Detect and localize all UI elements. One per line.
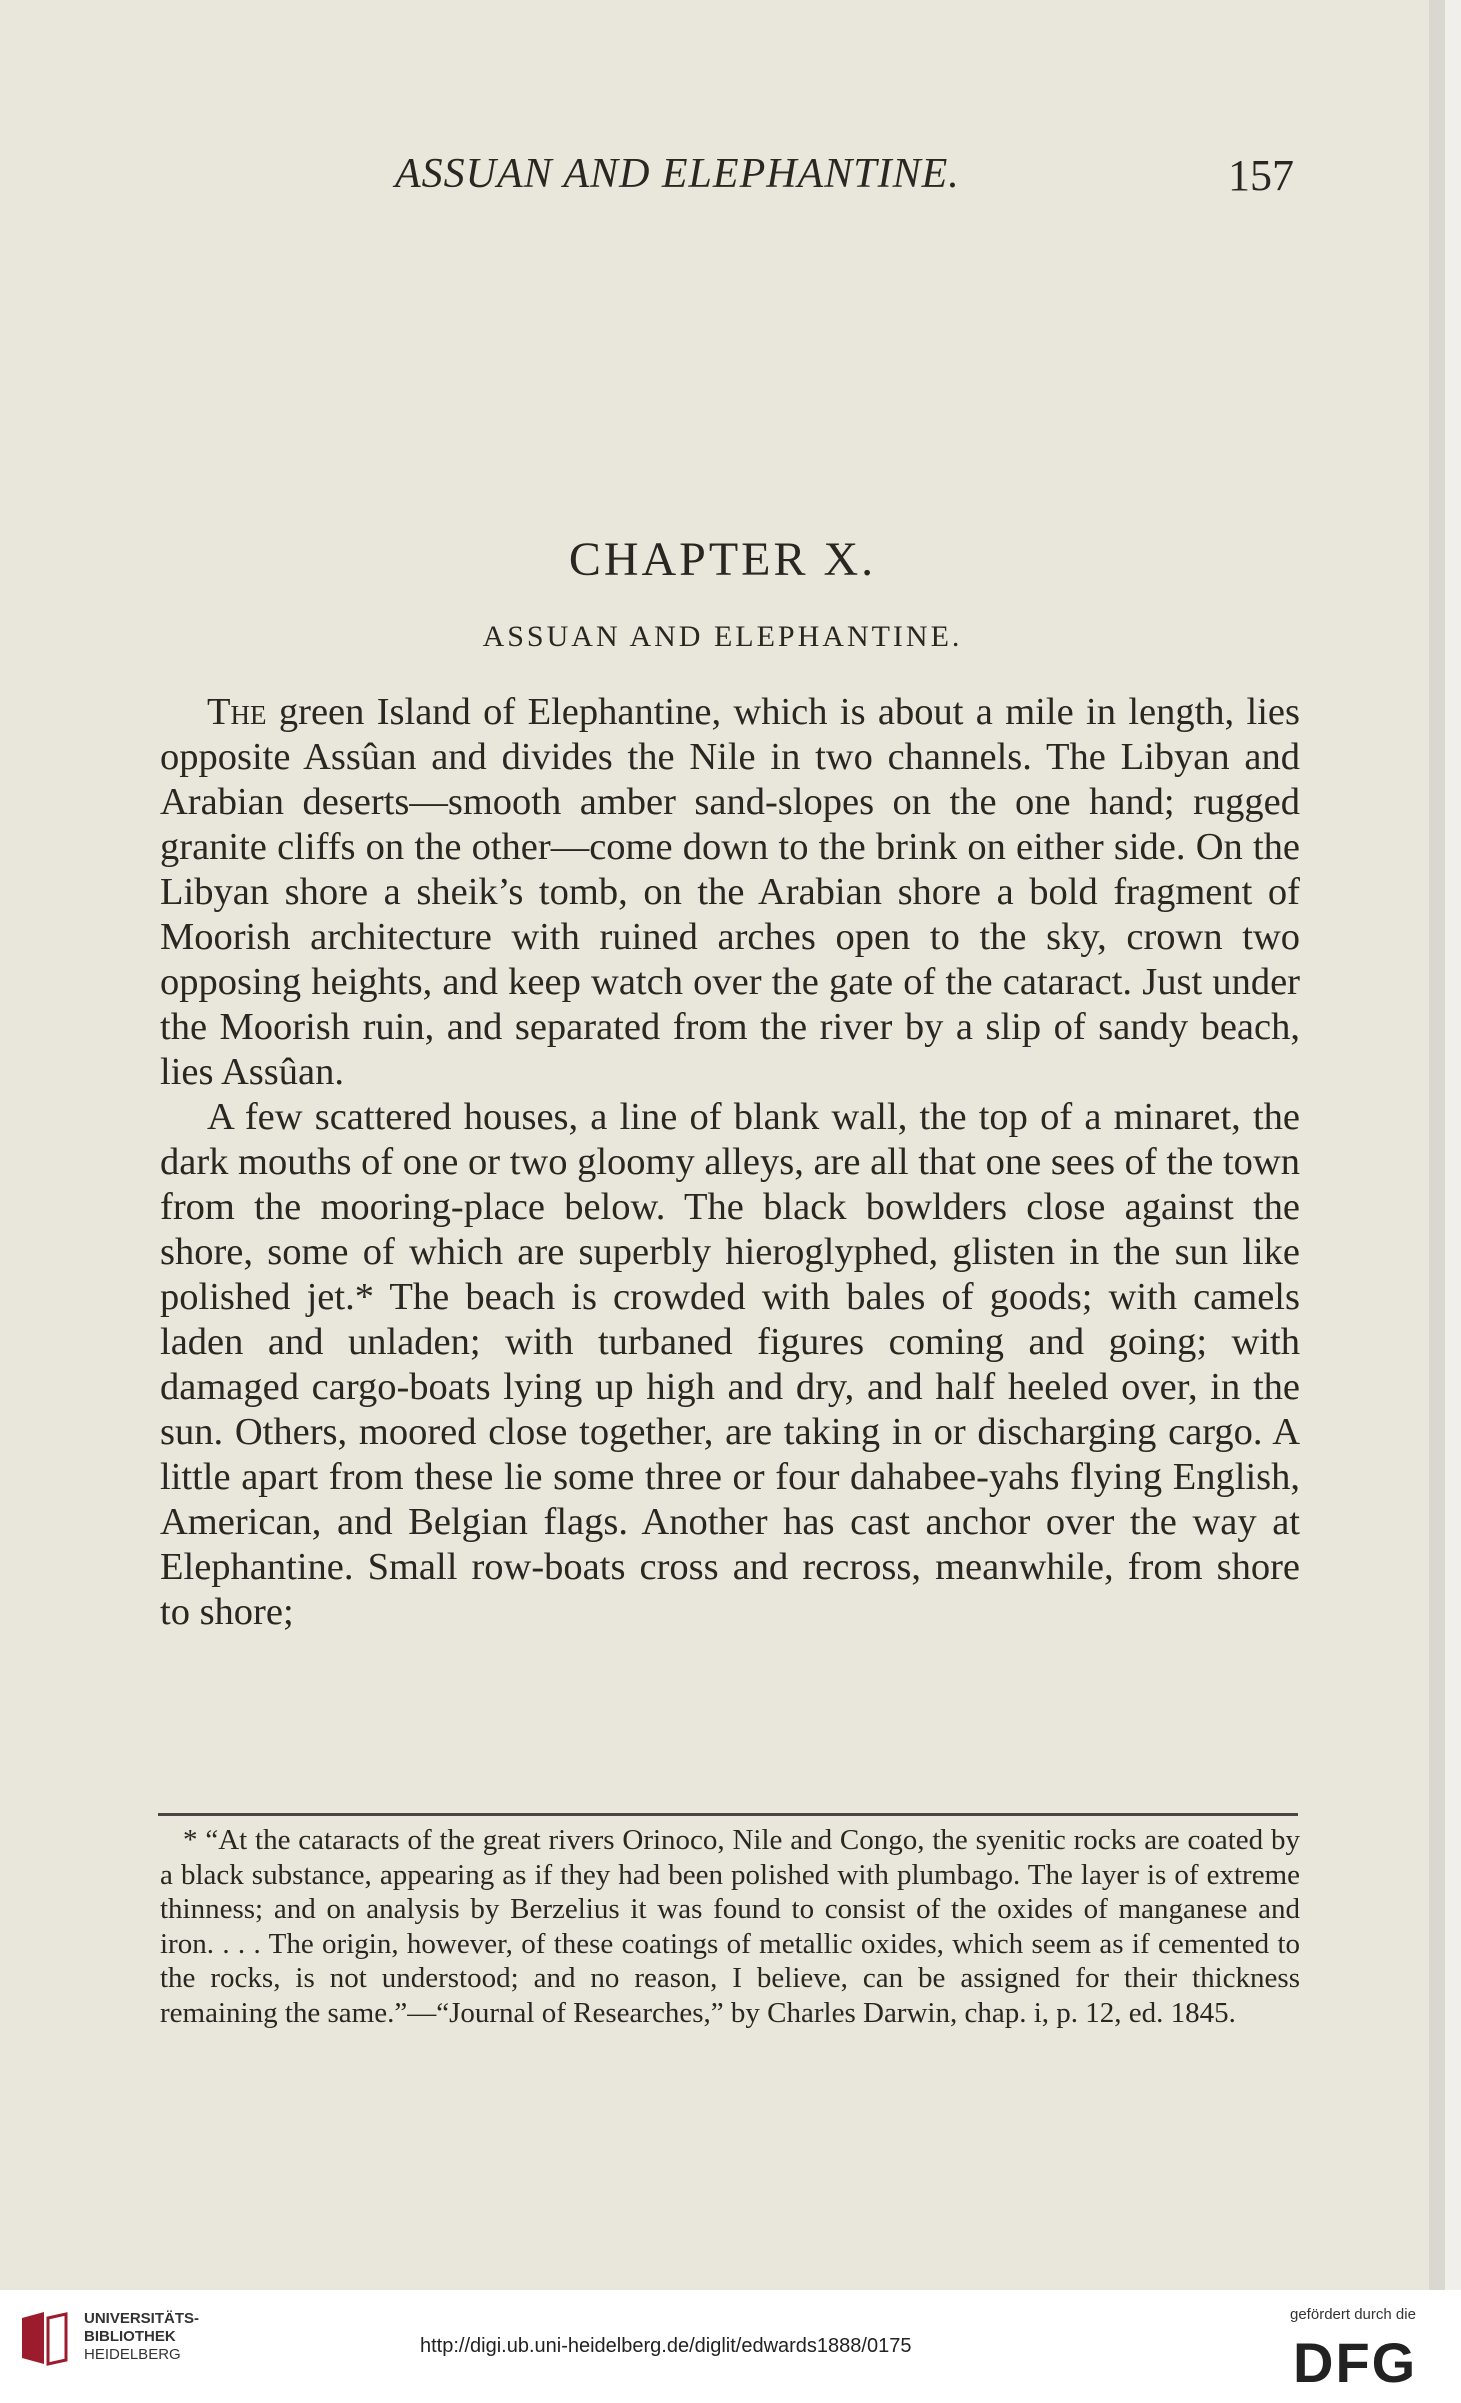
footnote-divider [158,1813,1298,1816]
footnote [160,1823,1300,2030]
running-title: ASSUAN AND ELEPHANTINE. [395,151,960,197]
library-name-line-3: HEIDELBERG [84,2346,181,2363]
paragraph-2: A few scattered houses, a line of blank wall, the top of a minaret, the dark mouths of one or two gloomy alleys, are all that one sees of the town from the mooring-place below. The black bowlders close against the shore, some of which are superbly hieroglyphed, glisten in the sun like polished jet.* The beach is crowded with bales of goods; with camels laden and unladen; with turbaned figures coming and going; with damaged cargo-boats lying up high and dry, and half heeled over, in the sun. Others, moored close together, are taking in or discharging cargo. A little apart from these lie some three or four dahabee-yahs flying English, American, and Belgian flags. Another has cast anchor over the way at Elephantine. Small row-boats cross and recross, meanwhile, from shore to shore; [160,1096,1300,1633]
page-number: 157 [1228,151,1294,200]
library-name-line-1: UNIVERSITÄTS- [84,2310,200,2327]
chapter-subtitle: ASSUAN AND ELEPHANTINE. [482,620,963,653]
footer-bar [0,2290,1461,2403]
footnote-text: * “At the cataracts of the great rivers Orinoco, Nile and Congo, the syenitic rocks are coated by a black substance, appearing as if they had been polished with plumbago. The layer is of extreme thinness; and on analysis by Berzelius it was found to consist of the oxides of manganese and iron. . . . The origin, however, of these coatings of metallic oxides, which seem as if cemented to the rocks, is not understood; and no reason, I believe, can be assigned for their thickness remaining the same.”—“Journal of Researches,” by Charles Darwin, chap. i, p. 12, ed. 1845. [160,1824,1300,2029]
paragraph-1 [160,690,1300,1095]
dfg-logo: DFG [1293,2331,1418,2394]
university-library-logo-icon [14,2308,74,2368]
funding-note: gefördert durch die [1290,2306,1416,2323]
paragraph-lead-word: The [207,691,267,733]
library-name [84,2310,199,2364]
chapter-title: CHAPTER X. [568,533,877,586]
permalink-url[interactable]: http://digi.ub.uni-heidelberg.de/diglit/edwards1888/0175 [420,2335,912,2357]
library-name-line-2: BIBLIOTHEK [84,2328,176,2345]
paragraph-1-text: green Island of Elephantine, which is about a mile in length, lies opposite Assûan and divides the Nile in two channels. The Libyan and Arabian deserts—smooth amber sand-slopes on the one hand; rugged granite cliffs on the other—come down to the brink on either side. On the Libyan shore a sheik’s tomb, on the Arabian shore a bold fragment of Moorish architecture with ruined arches open to the sky, crown two opposing heights, and keep watch over the gate of the cataract. Just under the Moorish ruin, and separated from the river by a slip of sandy beach, lies Assûan. [160,691,1300,1093]
body-text [160,690,1300,1635]
